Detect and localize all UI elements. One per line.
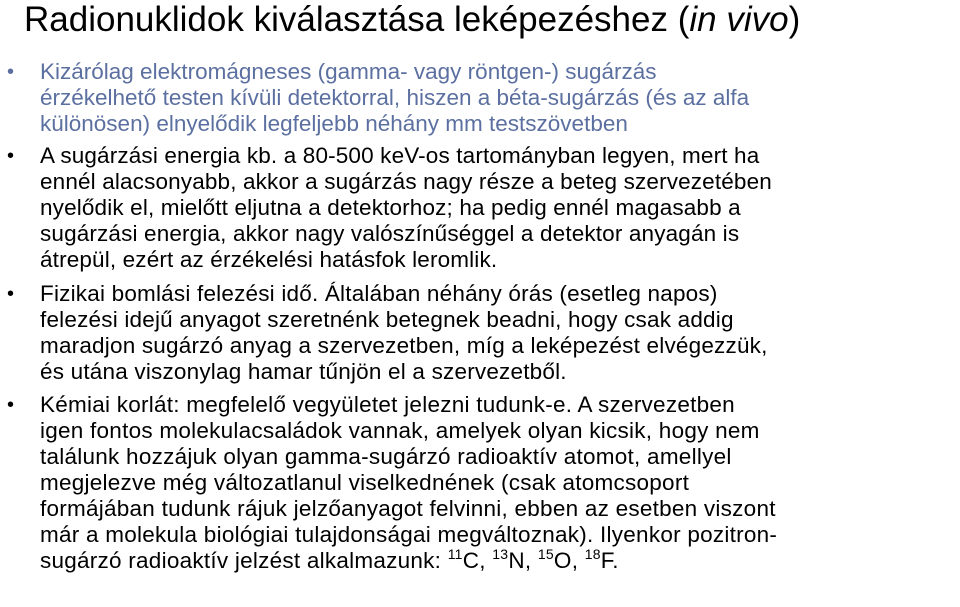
bullet-line: nyelődik el, mielőtt eljutna a detektorhoz; ha pedig ennél magasabb a <box>40 195 741 220</box>
isotope-separator: , <box>571 548 585 573</box>
bullet-dot: • <box>7 394 15 416</box>
bullet-line: különösen) elnyelődik legfeljebb néhány mm testszövetben <box>40 111 628 136</box>
bullet-line: Kizárólag elektromágneses (gamma- vagy röntgen-) sugárzás <box>40 59 657 84</box>
bullet-line: találunk hozzájuk olyan gamma-sugárzó radioaktív atomot, amellyel <box>40 444 732 469</box>
bullet-dot: • <box>7 61 15 83</box>
bullet-line: A sugárzási energia kb. a 80-500 keV-os tartományban legyen, mert ha <box>40 143 760 168</box>
bullet-line: felezési idejű anyagot szeretnénk betegnek beadni, hogy csak addig <box>40 307 734 332</box>
bullet-line: igen fontos molekulacsaládok vannak, amelyek olyan kicsik, hogy nem <box>40 418 760 443</box>
isotope-separator: . <box>612 548 619 573</box>
isotope-symbol: O <box>553 548 572 573</box>
isotope-mass: 11 <box>447 546 463 562</box>
bullet-detection <box>0 59 960 137</box>
isotope-mass: 18 <box>584 546 601 562</box>
title-italic: in vivo <box>689 0 789 39</box>
bullet-dot: • <box>7 145 15 167</box>
isotope-separator: , <box>479 548 493 573</box>
slide-title <box>24 0 800 40</box>
isotope-mass: 15 <box>537 546 554 562</box>
bullet-line: és utána viszonylag hamar tűnjön el a szervezetből. <box>40 359 567 384</box>
bullet-dot: • <box>7 283 15 305</box>
bullet-line-isotopes <box>40 548 960 574</box>
bullet-line: megjelezve még változatlanul viselkednének (csak atomcsoport <box>40 470 690 495</box>
bullet-line: formájában tudunk rájuk jelzőanyagot felvinni, ebben az esetben viszont <box>40 496 776 521</box>
isotope-separator: , <box>524 548 538 573</box>
bullet-half-life <box>0 281 960 385</box>
isotope-symbol: N <box>508 548 525 573</box>
isotopes-intro: sugárzó radioaktív jelzést alkalmazunk: <box>40 548 448 573</box>
bullet-line: maradjon sugárzó anyag a szervezetben, míg a leképezést elvégezzük, <box>40 333 768 358</box>
bullet-chemical <box>0 392 960 574</box>
bullet-line: ennél alacsonyabb, akkor a sugárzás nagy része a beteg szervezetében <box>40 169 772 194</box>
bullet-list <box>0 59 960 574</box>
bullet-line: átrepül, ezért az érzékelési hatásfok leromlik. <box>40 247 498 272</box>
bullet-line: érzékelhető testen kívüli detektorral, hiszen a béta-sugárzás (és az alfa <box>40 85 750 110</box>
bullet-energy <box>0 143 960 273</box>
bullet-line: Kémiai korlát: megfelelő vegyületet jelezni tudunk-e. A szervezetben <box>40 392 735 417</box>
title-close: ) <box>788 0 801 39</box>
bullet-line: Fizikai bomlási felezési idő. Általában néhány órás (esetleg napos) <box>40 281 718 306</box>
isotope-mass: 13 <box>492 546 509 562</box>
bullet-line: sugárzási energia, akkor nagy valószínűséggel a detektor anyagán is <box>40 221 740 246</box>
bullet-line: már a molekula biológiai tulajdonságai megváltoznak). Ilyenkor pozitron- <box>40 522 778 547</box>
isotope-symbol: C <box>462 548 480 573</box>
isotope-symbol: F <box>600 548 613 573</box>
title-main: Radionuklidok kiválasztása leképezéshez ( <box>24 0 690 39</box>
